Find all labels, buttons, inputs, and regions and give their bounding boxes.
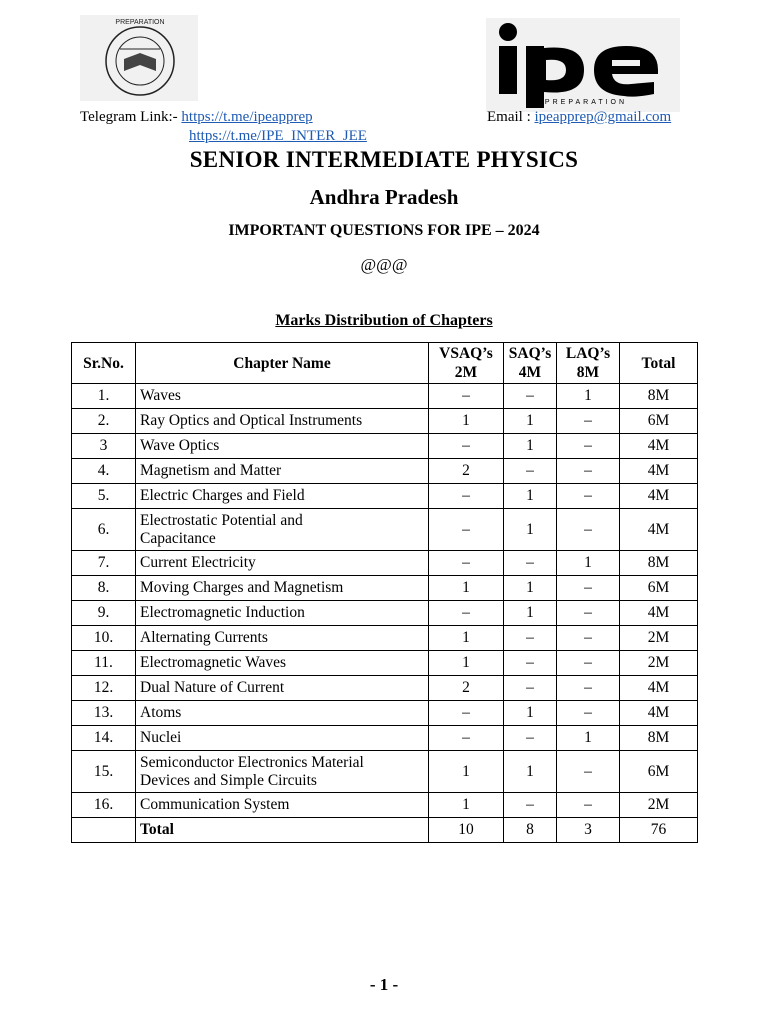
row-laq: – <box>557 409 620 434</box>
telegram-link-1[interactable]: https://t.me/ipeapprep <box>181 109 313 125</box>
header-vsaq-marks: 2M <box>454 364 478 381</box>
row-saq: 1 <box>504 701 557 726</box>
row-saq: – <box>504 651 557 676</box>
header-saq <box>504 343 557 384</box>
table-row <box>72 551 698 576</box>
table-total-row <box>72 818 698 843</box>
row-laq: 1 <box>557 726 620 751</box>
row-chapter-name: Atoms <box>136 701 429 726</box>
table-row <box>72 793 698 818</box>
document-title: SENIOR INTERMEDIATE PHYSICS <box>189 147 579 172</box>
table-row <box>72 384 698 409</box>
row-total: 4M <box>620 601 698 626</box>
row-laq: – <box>557 701 620 726</box>
header-vsaq <box>429 343 504 384</box>
telegram-link-2[interactable]: https://t.me/IPE_INTER_JEE <box>189 128 367 144</box>
table-row <box>72 676 698 701</box>
row-sr-no: 16. <box>72 793 136 818</box>
email-line <box>487 108 671 126</box>
row-chapter-name: Communication System <box>136 793 429 818</box>
row-sr-no: 10. <box>72 626 136 651</box>
row-sr-no: 5. <box>72 484 136 509</box>
telegram-label: Telegram Link:- <box>80 109 178 125</box>
row-saq: – <box>504 384 557 409</box>
row-saq: – <box>504 676 557 701</box>
row-chapter-name: Magnetism and Matter <box>136 459 429 484</box>
header-laq <box>557 343 620 384</box>
row-sr-no: 11. <box>72 651 136 676</box>
row-total: 4M <box>620 509 698 551</box>
row-total: 4M <box>620 676 698 701</box>
header-vsaq-label: VSAQ’s <box>439 345 493 362</box>
row-total: 2M <box>620 626 698 651</box>
table-header-row <box>72 343 698 384</box>
row-sr-no: 14. <box>72 726 136 751</box>
row-saq: 1 <box>504 509 557 551</box>
row-sr-no: 1. <box>72 384 136 409</box>
row-total: 8M <box>620 384 698 409</box>
row-vsaq: 2 <box>429 676 504 701</box>
header-chapter-name: Chapter Name <box>136 343 429 384</box>
row-chapter-name: Wave Optics <box>136 434 429 459</box>
header-saq-label: SAQ’s <box>508 345 552 362</box>
row-laq: – <box>557 434 620 459</box>
row-total: 2M <box>620 651 698 676</box>
preparation-seal-logo <box>80 15 198 101</box>
row-sr-no: 6. <box>72 509 136 551</box>
row-chapter-name <box>136 509 429 551</box>
header-laq-marks: 8M <box>576 364 600 381</box>
row-chapter-name: Nuclei <box>136 726 429 751</box>
row-chapter-name: Waves <box>136 384 429 409</box>
telegram-line <box>80 108 313 126</box>
row-sr-no: 2. <box>72 409 136 434</box>
table-row <box>72 601 698 626</box>
table-row <box>72 726 698 751</box>
state-subtitle: Andhra Pradesh <box>309 185 459 209</box>
header-saq-marks: 4M <box>518 364 542 381</box>
row-sr-no: 12. <box>72 676 136 701</box>
row-total: 4M <box>620 459 698 484</box>
row-sr-no: 3 <box>72 434 136 459</box>
row-total: 4M <box>620 484 698 509</box>
row-vsaq: – <box>429 701 504 726</box>
table-caption: Marks Distribution of Chapters <box>275 312 493 329</box>
row-laq: – <box>557 793 620 818</box>
telegram-line-2 <box>189 127 367 145</box>
row-total: 4M <box>620 434 698 459</box>
row-total: 8M <box>620 551 698 576</box>
page-number: - 1 - <box>369 975 399 994</box>
table-row <box>72 459 698 484</box>
row-saq: 1 <box>504 601 557 626</box>
row-sr-no: 13. <box>72 701 136 726</box>
row-laq: – <box>557 676 620 701</box>
ipe-preparation-logo <box>486 18 680 112</box>
row-chapter-name <box>136 751 429 793</box>
table-row <box>72 409 698 434</box>
row-chapter-name: Ray Optics and Optical Instruments <box>136 409 429 434</box>
row-chapter-name: Electromagnetic Induction <box>136 601 429 626</box>
row-vsaq: – <box>429 434 504 459</box>
row-chapter-name: Moving Charges and Magnetism <box>136 576 429 601</box>
row-saq: 1 <box>504 484 557 509</box>
row-total: 8M <box>620 726 698 751</box>
row-chapter-name: Alternating Currents <box>136 626 429 651</box>
email-link[interactable]: ipeapprep@gmail.com <box>534 109 672 125</box>
total-row-label: Total <box>136 818 429 843</box>
row-laq: – <box>557 459 620 484</box>
row-laq: – <box>557 651 620 676</box>
row-saq: – <box>504 459 557 484</box>
row-saq: 1 <box>504 409 557 434</box>
row-laq: – <box>557 576 620 601</box>
table-row <box>72 751 698 793</box>
total-row-saq: 8 <box>504 818 557 843</box>
row-vsaq: – <box>429 509 504 551</box>
row-chapter-name: Electromagnetic Waves <box>136 651 429 676</box>
marks-distribution-table <box>71 342 698 843</box>
row-saq: – <box>504 551 557 576</box>
table-row <box>72 576 698 601</box>
total-row-total: 76 <box>620 818 698 843</box>
table-row <box>72 651 698 676</box>
row-laq: 1 <box>557 551 620 576</box>
table-row <box>72 484 698 509</box>
row-total: 6M <box>620 576 698 601</box>
row-saq: – <box>504 726 557 751</box>
row-total: 4M <box>620 701 698 726</box>
row-chapter-name: Electric Charges and Field <box>136 484 429 509</box>
row-vsaq: – <box>429 551 504 576</box>
row-saq: – <box>504 793 557 818</box>
row-chapter-name-line-2: Capacitance <box>140 529 216 547</box>
row-total: 6M <box>620 751 698 793</box>
total-row-sr-no <box>72 818 136 843</box>
row-chapter-name: Dual Nature of Current <box>136 676 429 701</box>
header-total: Total <box>620 343 698 384</box>
row-vsaq: 1 <box>429 651 504 676</box>
row-laq: 1 <box>557 384 620 409</box>
row-vsaq: – <box>429 484 504 509</box>
svg-text:PREPARATION: PREPARATION <box>115 19 165 26</box>
row-sr-no: 8. <box>72 576 136 601</box>
row-vsaq: 1 <box>429 626 504 651</box>
row-laq: – <box>557 601 620 626</box>
row-chapter-name-line-2: Devices and Simple Circuits <box>140 771 317 789</box>
row-sr-no: 9. <box>72 601 136 626</box>
row-laq: – <box>557 484 620 509</box>
row-vsaq: – <box>429 726 504 751</box>
row-vsaq: – <box>429 601 504 626</box>
row-sr-no: 15. <box>72 751 136 793</box>
row-vsaq: – <box>429 384 504 409</box>
total-row-vsaq: 10 <box>429 818 504 843</box>
row-total: 2M <box>620 793 698 818</box>
row-sr-no: 4. <box>72 459 136 484</box>
important-questions-heading: IMPORTANT QUESTIONS FOR IPE – 2024 <box>228 222 540 239</box>
row-vsaq: 1 <box>429 751 504 793</box>
svg-text:PREPARATION: PREPARATION <box>544 99 628 106</box>
row-saq: 1 <box>504 576 557 601</box>
table-row <box>72 701 698 726</box>
row-saq: 1 <box>504 434 557 459</box>
row-vsaq: 1 <box>429 793 504 818</box>
row-vsaq: 1 <box>429 576 504 601</box>
email-label: Email : <box>487 109 531 125</box>
row-sr-no: 7. <box>72 551 136 576</box>
table-row <box>72 626 698 651</box>
row-saq: 1 <box>504 751 557 793</box>
row-chapter-name-line-1: Electrostatic Potential and <box>140 511 303 529</box>
table-row <box>72 434 698 459</box>
row-saq: – <box>504 626 557 651</box>
row-vsaq: 2 <box>429 459 504 484</box>
row-chapter-name-line-1: Semiconductor Electronics Material <box>140 753 364 771</box>
row-laq: – <box>557 509 620 551</box>
row-vsaq: 1 <box>429 409 504 434</box>
total-row-laq: 3 <box>557 818 620 843</box>
row-chapter-name: Current Electricity <box>136 551 429 576</box>
row-laq: – <box>557 751 620 793</box>
header-sr-no: Sr.No. <box>72 343 136 384</box>
header-laq-label: LAQ’s <box>565 345 611 362</box>
row-laq: – <box>557 626 620 651</box>
row-total: 6M <box>620 409 698 434</box>
table-row <box>72 509 698 551</box>
separator-symbols: @@@ <box>360 255 408 274</box>
